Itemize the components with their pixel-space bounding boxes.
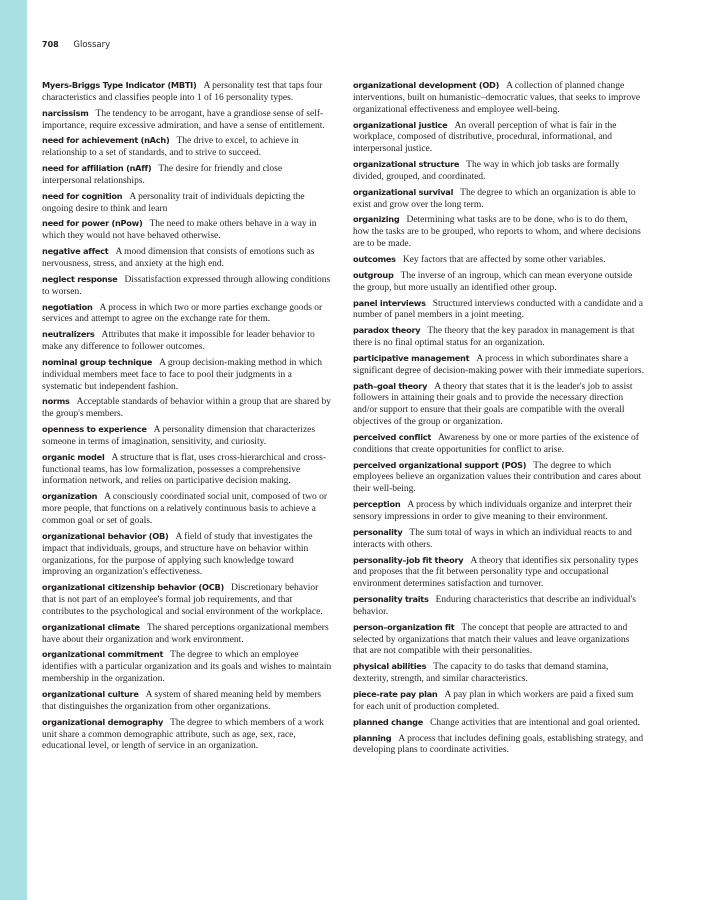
glossary-term: organizational demography bbox=[42, 716, 164, 727]
glossary-definition: The drive to excel, to achieve in relationship to a set of standards, and to strive to succeed. bbox=[42, 136, 299, 159]
glossary-definition: Discretionary behavior that is not part of an employee's formal job requirements, and that contributes to the psychological and social environment of the workplace. bbox=[42, 583, 323, 617]
glossary-term: personality traits bbox=[353, 594, 429, 605]
glossary-definition: A group decision-making method in which individual members meet face to face to pool their judgments in a systematic but independent fashion. bbox=[42, 357, 322, 392]
glossary-entry bbox=[353, 661, 645, 686]
glossary-term: Myers-Briggs Type Indicator (MBTI) bbox=[42, 80, 197, 90]
glossary-term: personality–job fit theory bbox=[353, 554, 464, 565]
glossary-entry bbox=[353, 622, 645, 659]
glossary-term: nominal group technique bbox=[42, 356, 153, 367]
glossary-term: perceived conflict bbox=[353, 431, 432, 442]
glossary-term: organizational commitment bbox=[42, 649, 164, 660]
glossary-entry bbox=[42, 689, 334, 714]
glossary-entry bbox=[353, 298, 645, 323]
glossary-definition: An overall perception of what is fair in the workplace, composed of distributive, procedural, informational, and interpersonal justice. bbox=[353, 120, 617, 155]
glossary-entry bbox=[353, 120, 645, 157]
glossary-term: panel interviews bbox=[353, 297, 426, 308]
glossary-definition: A structure that is flat, uses cross-hierarchical and cross-functional teams, has low formalization, possesses a comprehensive information network, and relies on participative decision making. bbox=[42, 452, 326, 487]
glossary-column-left bbox=[42, 80, 334, 756]
glossary-term: need for power (nPow) bbox=[42, 218, 143, 229]
glossary-term: physical abilities bbox=[353, 661, 427, 672]
glossary-term: norms bbox=[42, 396, 70, 407]
glossary-entry bbox=[42, 396, 334, 421]
glossary-entry bbox=[42, 108, 334, 133]
glossary-definition: Enduring characteristics that describe an individual's behavior. bbox=[353, 595, 636, 617]
glossary-term: openness to experience bbox=[42, 424, 147, 435]
glossary-term: perception bbox=[353, 499, 401, 510]
glossary-entry bbox=[42, 163, 334, 188]
page-number: 708 bbox=[42, 40, 59, 49]
glossary-entry bbox=[42, 246, 334, 271]
glossary-term: paradox theory bbox=[353, 325, 421, 336]
glossary-definition: A consciously coordinated social unit, composed of two or more people, that functions on a relatively continuous basis to achieve a common goal or set of goals. bbox=[42, 492, 328, 526]
glossary-definition: Change activities that are intentional and goal oriented. bbox=[430, 717, 641, 728]
glossary-entry bbox=[353, 254, 645, 267]
glossary-entry bbox=[353, 499, 645, 524]
glossary-entry bbox=[353, 270, 645, 295]
margin-color-strip bbox=[0, 0, 27, 900]
glossary-definition: The concept that people are attracted to and selected by organizations that match their values and leave organizations that are not compatible with their personalities. bbox=[353, 622, 630, 657]
glossary-term: organization bbox=[42, 491, 98, 502]
glossary-entry bbox=[353, 717, 645, 730]
glossary-definition: Key factors that are affected by some other variables. bbox=[402, 254, 606, 265]
glossary-definition: The degree to which employees believe an organization values their contribution and cares about their well-being. bbox=[353, 460, 642, 495]
glossary-entry bbox=[353, 187, 645, 212]
glossary-term: need for achievement (nAch) bbox=[42, 135, 170, 146]
glossary-entry bbox=[42, 717, 334, 754]
glossary-entry bbox=[353, 432, 645, 457]
glossary-term: organizing bbox=[353, 214, 400, 225]
glossary-term: organizational behavior (OB) bbox=[42, 530, 169, 541]
glossary-entry bbox=[353, 214, 645, 251]
section-title: Glossary bbox=[73, 40, 111, 50]
glossary-term: neutralizers bbox=[42, 329, 95, 340]
glossary-definition: Structured interviews conducted with a candidate and a number of panel members in a joint meeting. bbox=[353, 298, 643, 321]
glossary-term: organizational culture bbox=[42, 688, 139, 699]
glossary-definition: A personality dimension that characterizes someone in terms of imagination, sensitivity, and curiosity. bbox=[42, 425, 316, 447]
glossary-definition: The sum total of ways in which an individual reacts to and interacts with others. bbox=[353, 527, 632, 550]
glossary-term: personality bbox=[353, 526, 403, 537]
glossary-term: organizational climate bbox=[42, 621, 140, 632]
glossary-definition: A process in which subordinates share a significant degree of decision-making power with their immediate superiors. bbox=[353, 353, 644, 376]
glossary-definition: The degree to which an employee identifies with a particular organization and its goals and wishes to maintain membership in the organization. bbox=[42, 650, 332, 685]
glossary-entry bbox=[353, 689, 645, 714]
glossary-entry bbox=[42, 622, 334, 647]
glossary-definition: A mood dimension that consists of emotions such as nervousness, stress, and anxiety at the high end. bbox=[42, 247, 315, 269]
glossary-entry bbox=[42, 80, 334, 105]
glossary-term: negotiation bbox=[42, 301, 93, 312]
glossary-term: organizational survival bbox=[353, 186, 454, 197]
glossary-definition: A personality test that taps four characteristics and classifies people into 1 of 16 personality types. bbox=[42, 81, 323, 103]
glossary-definition: The need to make others behave in a way in which they would not have behaved otherwise. bbox=[42, 219, 317, 242]
glossary-entry bbox=[42, 302, 334, 327]
glossary-term: perceived organizational support (POS) bbox=[353, 459, 527, 470]
glossary-entry bbox=[353, 159, 645, 184]
glossary-term: person–organization fit bbox=[353, 621, 455, 632]
glossary-entry bbox=[42, 135, 334, 160]
glossary-term: path–goal theory bbox=[353, 380, 428, 391]
glossary-definition: The way in which job tasks are formally divided, grouped, and coordinated. bbox=[353, 160, 620, 182]
glossary-term: organizational citizenship behavior (OCB) bbox=[42, 582, 224, 593]
glossary-term: organizational justice bbox=[353, 119, 448, 130]
glossary-term: organic model bbox=[42, 451, 105, 462]
glossary-definition: Awareness by one or more parties of the existence of conditions that create opportunities for conflict to arise. bbox=[353, 432, 639, 455]
glossary-entry bbox=[42, 357, 334, 394]
glossary-entry bbox=[353, 460, 645, 497]
glossary-definition: The degree to which members of a work unit share a common demographic attribute, such as age, sex, race, educational level, or length of service in an organization. bbox=[42, 717, 324, 752]
glossary-definition: Dissatisfaction expressed through allowing conditions to worsen. bbox=[42, 274, 331, 297]
glossary-entry bbox=[353, 80, 645, 117]
glossary-definition: A personality trait of individuals depicting the ongoing desire to think and learn bbox=[42, 191, 305, 214]
glossary-term: outcomes bbox=[353, 253, 396, 264]
glossary-entry bbox=[42, 452, 334, 489]
running-head bbox=[42, 40, 110, 50]
glossary-definition: A field of study that investigates the impact that individuals, groups, and structure have on behavior within organizations, for the purpose of applying such knowledge toward improving an organization's effectiveness. bbox=[42, 531, 313, 578]
glossary-entry bbox=[42, 491, 334, 528]
glossary-entry bbox=[353, 381, 645, 429]
glossary-term: need for affiliation (nAff) bbox=[42, 163, 152, 174]
glossary-definition: The capacity to do tasks that demand stamina, dexterity, strength, and similar characteristics. bbox=[353, 662, 609, 685]
glossary-term: negative affect bbox=[42, 246, 109, 257]
glossary-entry bbox=[42, 218, 334, 243]
glossary-entry bbox=[42, 191, 334, 216]
glossary-term: need for cognition bbox=[42, 190, 123, 201]
glossary-entry bbox=[42, 274, 334, 299]
glossary-term: neglect response bbox=[42, 273, 118, 284]
glossary-definition: A theory that states that it is the leader's job to assist followers in attaining their goals and to provide the necessary direction and/or support to ensure that their goals are compatible with the overall objectives of the group or organization. bbox=[353, 381, 633, 428]
glossary-entry bbox=[42, 531, 334, 579]
glossary-entry bbox=[353, 325, 645, 350]
glossary-term: piece-rate pay plan bbox=[353, 688, 438, 699]
glossary-definition: The inverse of an ingroup, which can mean everyone outside the group, but more usually an identified other group. bbox=[353, 270, 633, 293]
glossary-term: organizational development (OD) bbox=[353, 80, 500, 90]
glossary-definition: The desire for friendly and close interpersonal relationships. bbox=[42, 164, 283, 186]
glossary-definition: A pay plan in which workers are paid a fixed sum for each unit of production completed. bbox=[353, 689, 634, 712]
glossary-entry bbox=[353, 527, 645, 552]
glossary-entry bbox=[353, 555, 645, 592]
glossary-definition: The theory that the key paradox in management is that there is no final optimal status for an organization. bbox=[353, 326, 635, 349]
glossary-definition: The shared perceptions organizational members have about their organization and work environment. bbox=[42, 622, 329, 645]
glossary-term: narcissism bbox=[42, 107, 89, 118]
glossary-term: organizational structure bbox=[353, 159, 460, 170]
glossary-definition: A process that includes defining goals, establishing strategy, and developing plans to coordinate activities. bbox=[353, 733, 644, 756]
glossary-definition: A process in which two or more parties exchange goods or services and attempt to agree on the exchange rate for them. bbox=[42, 302, 323, 325]
glossary-definition: A collection of planned change interventions, built on humanistic–democratic values, that seeks to improve organizational effectiveness and employee well-being. bbox=[353, 81, 641, 115]
glossary-definition: A system of shared meaning held by members that distinguishes the organization from other organizations. bbox=[42, 689, 322, 712]
glossary-definition: Determining what tasks are to be done, who is to do them, how the tasks are to be grouped, who reports to whom, and where decisions are to be made. bbox=[353, 215, 641, 250]
glossary-definition: The degree to which an organization is able to exist and grow over the long term. bbox=[353, 187, 636, 210]
glossary-entry bbox=[42, 329, 334, 354]
glossary-entry bbox=[353, 733, 645, 758]
glossary-term: planning bbox=[353, 732, 392, 743]
glossary-definition: The tendency to be arrogant, have a grandiose sense of self-importance, require excessive admiration, and have a sense of entitlement. bbox=[42, 108, 325, 131]
glossary-term: outgroup bbox=[353, 269, 394, 280]
glossary-term: planned change bbox=[353, 716, 424, 727]
glossary-term: participative management bbox=[353, 352, 470, 363]
glossary-definition: Attributes that make it impossible for leader behavior to make any difference to follower outcomes. bbox=[42, 330, 315, 353]
glossary-entry bbox=[353, 353, 645, 378]
glossary-entry bbox=[353, 594, 645, 619]
glossary-entry bbox=[42, 424, 334, 449]
glossary-entry bbox=[42, 649, 334, 686]
glossary-entry bbox=[42, 582, 334, 619]
glossary-definition: A theory that identifies six personality types and proposes that the fit between personality type and occupational environment determines satisfaction and turnover. bbox=[353, 555, 639, 590]
glossary-definition: A process by which individuals organize and interpret their sensory impressions in order to give meaning to their environment. bbox=[353, 500, 633, 522]
glossary-definition: Acceptable standards of behavior within a group that are shared by the group's members. bbox=[42, 397, 331, 420]
glossary-column-right bbox=[353, 80, 645, 760]
